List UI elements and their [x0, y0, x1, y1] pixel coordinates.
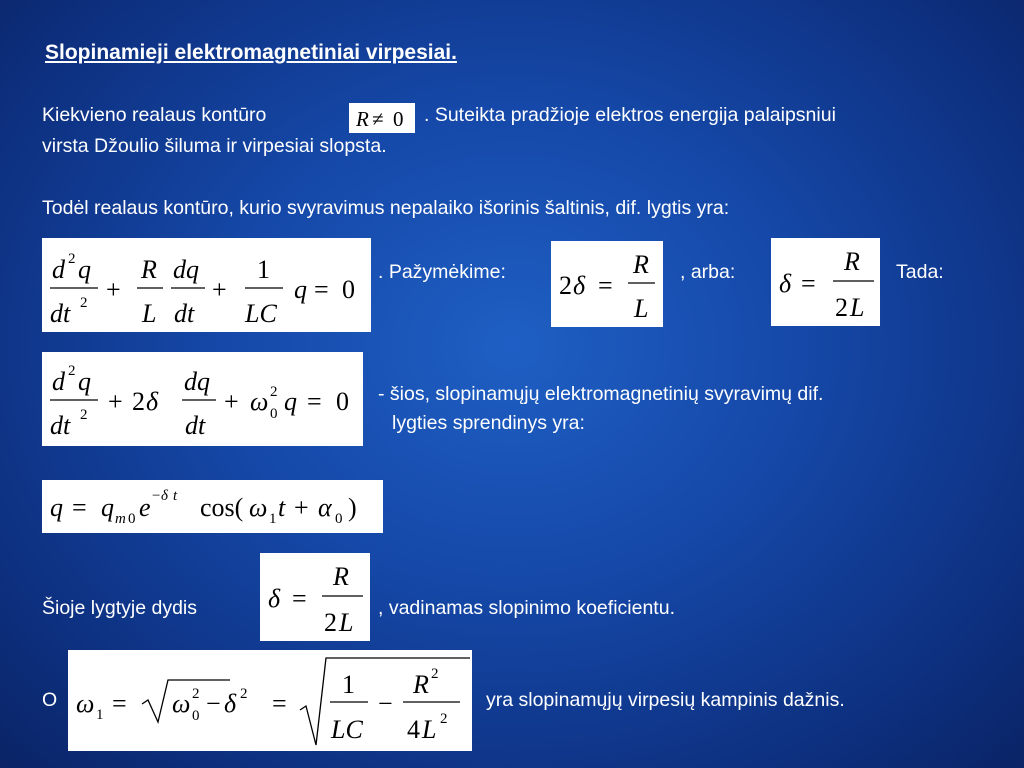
svg-text:cos(: cos( [200, 493, 244, 522]
svg-text:dt: dt [50, 299, 71, 328]
svg-text:0: 0 [192, 708, 200, 724]
svg-text:0: 0 [270, 406, 278, 422]
svg-text:L: L [142, 299, 157, 328]
para2-text: Todėl realaus kontūro, kurio svyravimus nepalaiko išorinis šaltinis, dif. lygtis yra: [42, 197, 730, 219]
row1-tada-text: Tada: [896, 261, 944, 283]
row4-text-a: Šioje lygtyje dydis [42, 597, 197, 619]
svg-text:=: = [72, 493, 87, 522]
svg-text:dt: dt [50, 411, 71, 440]
svg-text:=: = [272, 689, 287, 718]
svg-text:2: 2 [240, 686, 248, 702]
svg-text:=: = [801, 269, 816, 298]
svg-text:2: 2 [440, 711, 448, 727]
svg-text:0: 0 [336, 387, 349, 416]
svg-text:q: q [101, 493, 114, 522]
svg-text:δ: δ [161, 488, 168, 504]
svg-text:α: α [318, 493, 332, 522]
svg-text:2: 2 [270, 384, 278, 400]
row5-text-b: yra slopinamųjų virpesių kampinis dažnis. [486, 689, 845, 711]
svg-text:1: 1 [269, 511, 277, 527]
svg-text:dt: dt [174, 299, 195, 328]
svg-text:R: R [356, 107, 369, 131]
svg-text:e: e [139, 493, 151, 522]
svg-text:dq: dq [184, 367, 210, 396]
formula-delta-def [771, 238, 880, 326]
svg-text:+: + [106, 275, 121, 304]
svg-text:L: L [339, 608, 354, 637]
svg-text:ω: ω [76, 689, 95, 718]
svg-text:=: = [598, 271, 613, 300]
svg-text:2: 2 [68, 251, 76, 267]
svg-text:ω: ω [249, 493, 268, 522]
row1-mark-text: . Pažymėkime: [378, 261, 506, 283]
svg-text:LC: LC [245, 299, 277, 328]
svg-text:0: 0 [393, 107, 404, 131]
row2-text-line1: - šios, slopinamųjų elektromagnetinių svyravimų dif. [378, 383, 824, 405]
row2-text-line2: lygties sprendinys yra: [392, 412, 585, 434]
svg-text:R: R [413, 670, 429, 699]
svg-text:ω: ω [250, 387, 269, 416]
svg-text:dq: dq [173, 255, 199, 284]
svg-text:≠: ≠ [372, 107, 384, 131]
svg-text:L: L [850, 293, 865, 322]
svg-text:m: m [115, 511, 126, 527]
svg-text:): ) [348, 493, 357, 522]
svg-text:dt: dt [185, 411, 206, 440]
svg-text:t: t [278, 493, 286, 522]
svg-text:=: = [314, 275, 329, 304]
formula-diff-equation [42, 238, 371, 332]
svg-text:0: 0 [335, 511, 343, 527]
para1-text-a: Kiekvieno realaus kontūro [42, 104, 267, 126]
svg-text:δ: δ [573, 271, 586, 300]
svg-text:2: 2 [80, 295, 88, 311]
formula-damped-equation [42, 352, 363, 446]
svg-text:0: 0 [342, 275, 355, 304]
svg-text:L: L [422, 715, 437, 744]
svg-text:=: = [112, 689, 127, 718]
svg-text:1: 1 [96, 707, 104, 723]
svg-text:+: + [108, 387, 123, 416]
svg-text:=: = [307, 387, 322, 416]
svg-text:δ: δ [268, 584, 281, 613]
svg-text:2: 2 [324, 608, 337, 637]
svg-text:−: − [206, 689, 221, 718]
svg-text:q: q [78, 255, 91, 284]
svg-text:R: R [141, 255, 157, 284]
svg-text:2: 2 [431, 666, 439, 682]
svg-text:q: q [78, 367, 91, 396]
svg-text:4: 4 [407, 715, 420, 744]
svg-text:R: R [333, 562, 349, 591]
svg-text:2: 2 [80, 407, 88, 423]
svg-text:t: t [173, 488, 178, 504]
svg-text:d: d [52, 255, 65, 284]
slide-title: Slopinamieji elektromagnetiniai virpesiai. [45, 41, 457, 64]
svg-text:2: 2 [132, 387, 145, 416]
svg-text:d: d [52, 367, 65, 396]
svg-text:2: 2 [559, 271, 572, 300]
svg-text:2: 2 [192, 686, 200, 702]
svg-text:+: + [224, 387, 239, 416]
svg-text:q: q [294, 275, 307, 304]
svg-text:LC: LC [331, 715, 363, 744]
svg-text:0: 0 [128, 511, 136, 527]
svg-text:2: 2 [835, 293, 848, 322]
svg-text:−: − [152, 488, 161, 504]
svg-text:R: R [844, 247, 860, 276]
svg-text:δ: δ [146, 387, 159, 416]
svg-text:δ: δ [779, 269, 792, 298]
para1-text-b: . Suteikta pradžioje elektros energija palaipsniui [424, 104, 836, 126]
svg-text:δ: δ [224, 689, 237, 718]
row4-text-b: , vadinamas slopinimo koeficientu. [378, 597, 675, 619]
formula-damping-coefficient [260, 553, 370, 641]
svg-text:2: 2 [68, 363, 76, 379]
svg-text:1: 1 [257, 255, 270, 284]
row1-arba-text: , arba: [680, 261, 736, 283]
svg-text:1: 1 [342, 670, 355, 699]
svg-text:−: − [378, 689, 393, 718]
formula-r-not-zero [349, 103, 415, 133]
svg-text:q: q [284, 387, 297, 416]
para1-text-c: virsta Džoulio šiluma ir virpesiai slopsta. [42, 135, 387, 157]
formula-two-delta [551, 241, 663, 327]
formula-angular-frequency [68, 650, 472, 751]
svg-text:ω: ω [172, 689, 191, 718]
svg-text:+: + [294, 493, 309, 522]
svg-text:=: = [292, 584, 307, 613]
svg-text:L: L [634, 294, 649, 323]
formula-solution [42, 480, 383, 533]
row5-text-a: O [42, 689, 58, 711]
svg-text:+: + [212, 275, 227, 304]
svg-text:R: R [633, 250, 649, 279]
svg-text:q: q [50, 493, 63, 522]
